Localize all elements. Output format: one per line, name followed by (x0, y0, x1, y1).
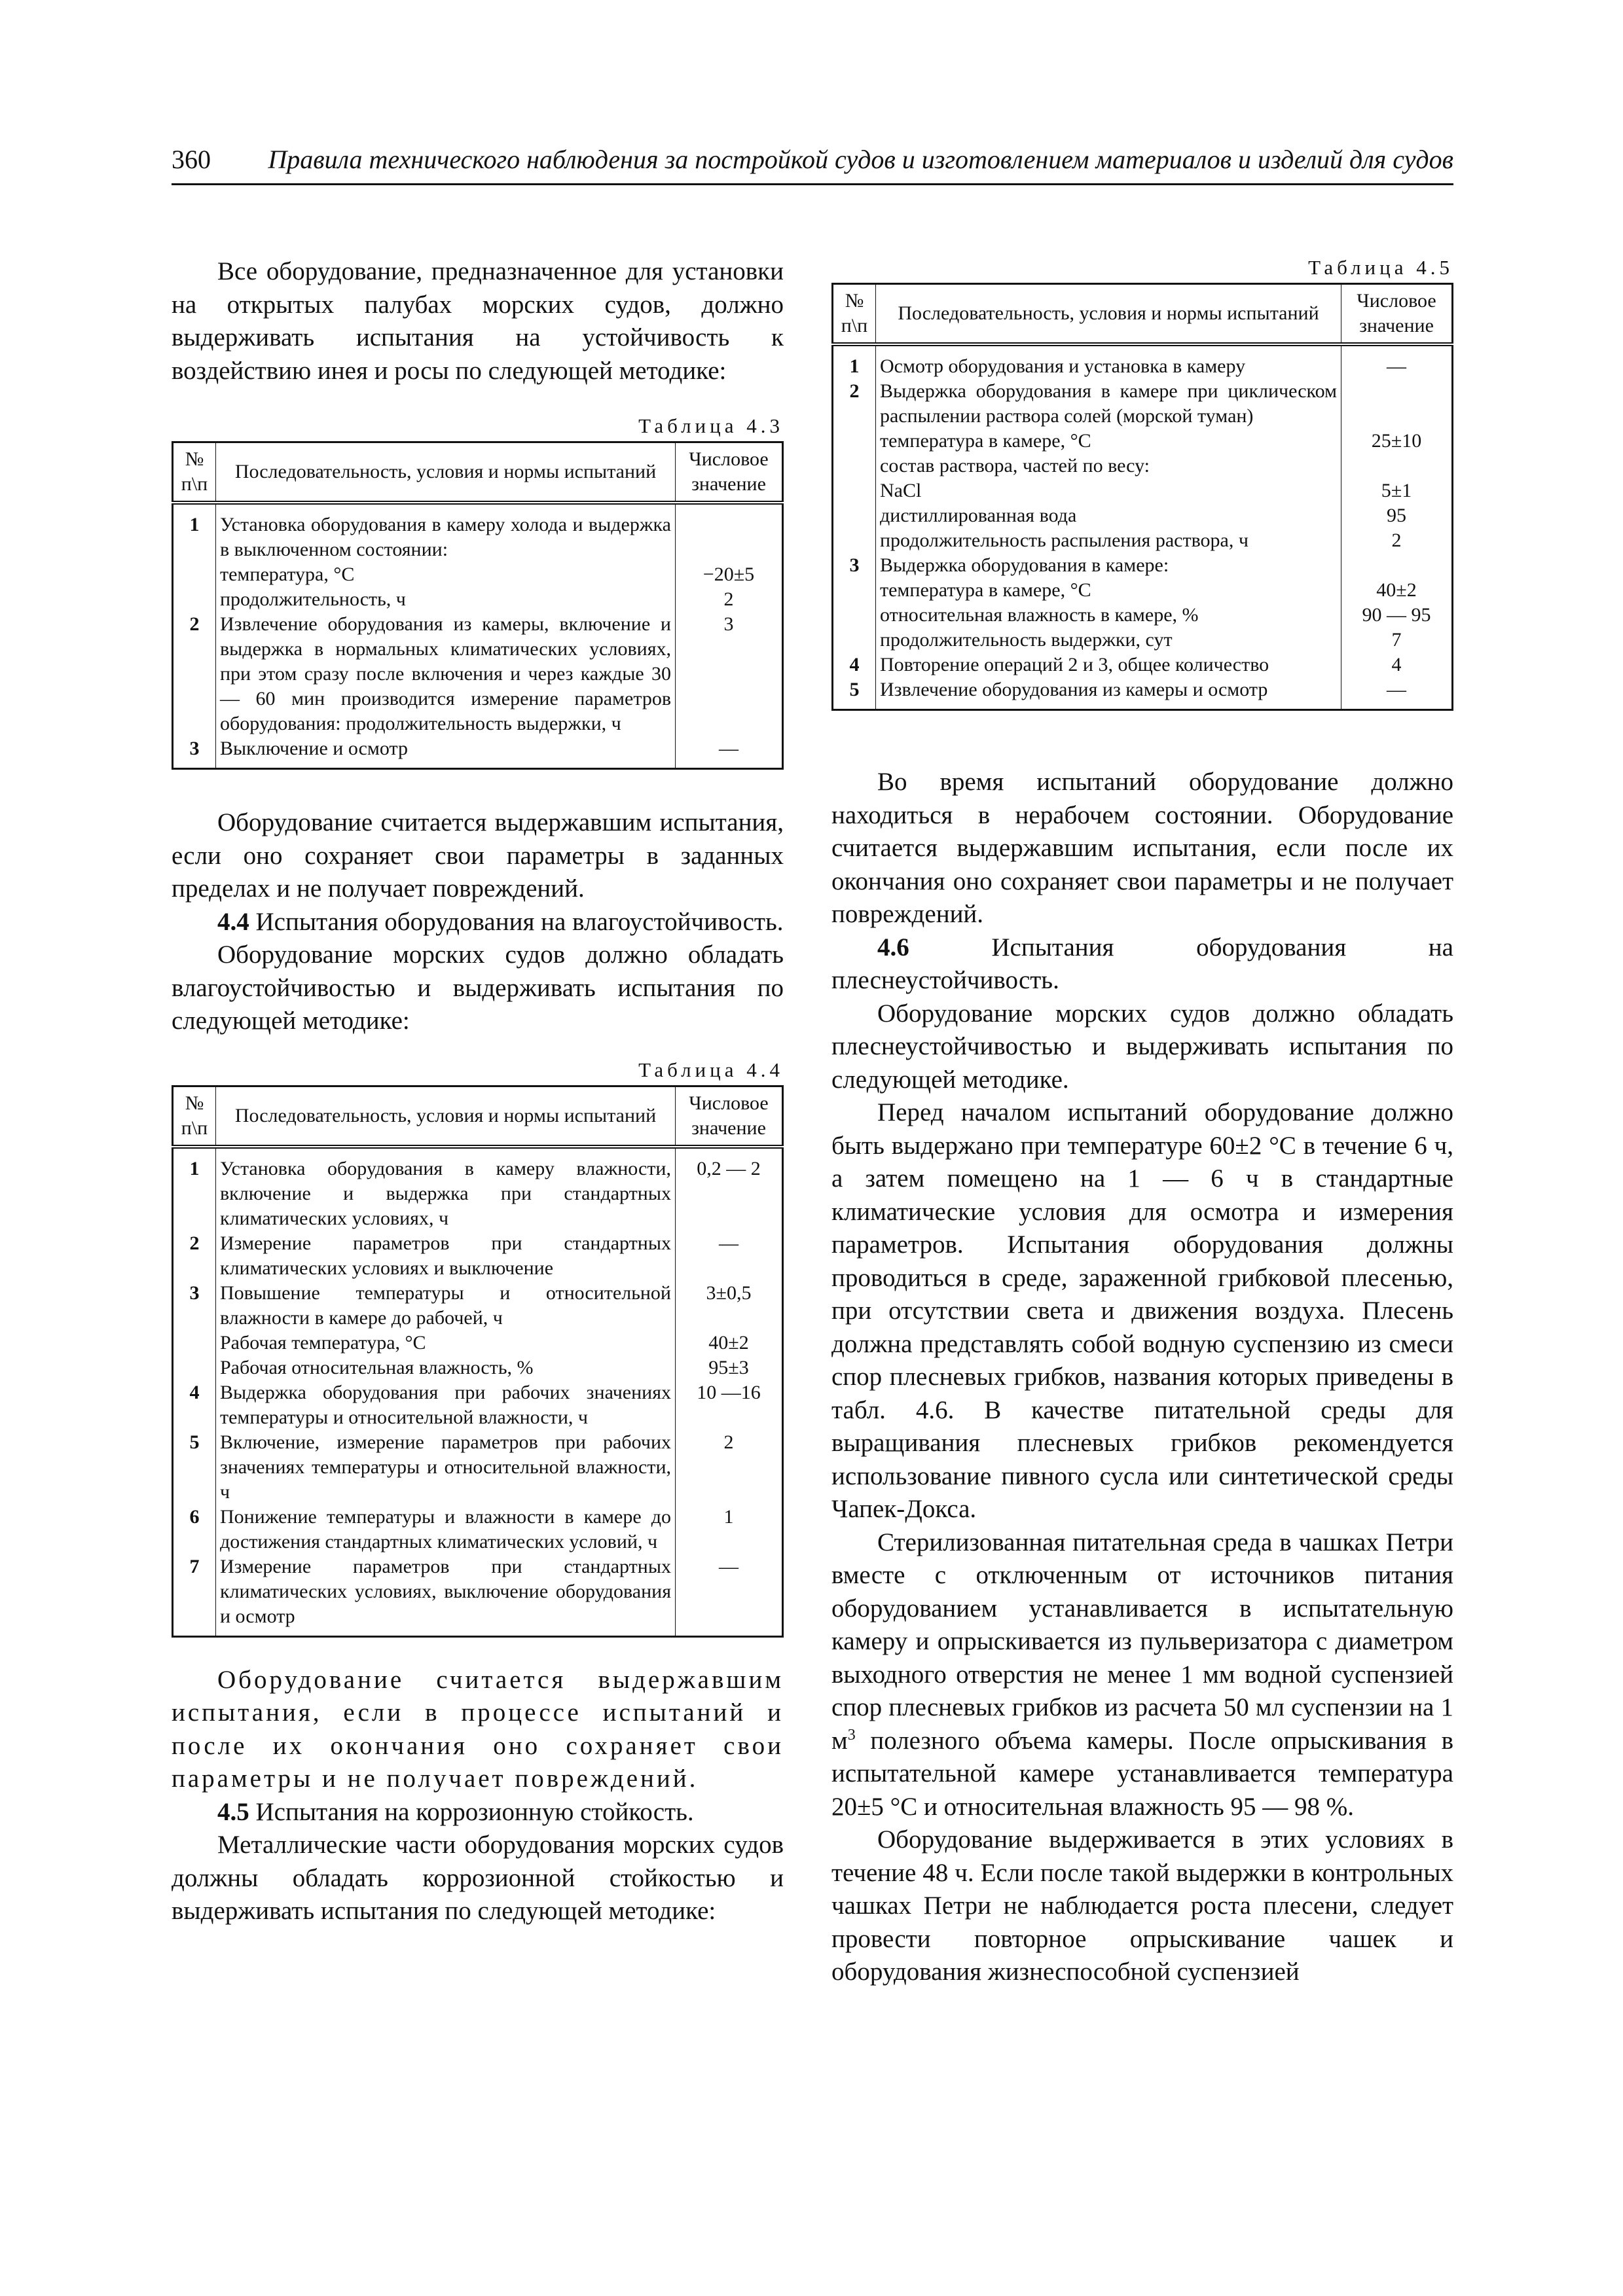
row-number: 2 (173, 1231, 216, 1281)
section-4-6-heading (831, 931, 1453, 997)
section-4-5-heading (172, 1796, 784, 1829)
table-4-4 (172, 1085, 784, 1638)
row-value: 2 (1341, 528, 1453, 553)
table-row (833, 478, 1453, 503)
col-header-num: № п\п (173, 442, 216, 503)
paragraph-r4 (831, 1526, 1453, 1824)
section-title: Испытания оборудования на плеснеустойчивость. (831, 933, 1453, 994)
row-value: 7 (1341, 628, 1453, 653)
row-description: Выключение и осмотр (216, 736, 676, 769)
table-4-3-caption: Таблица 4.3 (638, 414, 784, 437)
table-row (833, 454, 1453, 478)
row-value: 40±2 (1341, 578, 1453, 603)
table-row (833, 653, 1453, 677)
table-row (833, 628, 1453, 653)
row-description: Рабочая температура, °С (216, 1331, 676, 1355)
row-number: 4 (833, 653, 876, 677)
table-row (173, 1554, 783, 1637)
row-value: — (676, 1231, 783, 1281)
right-column (831, 255, 1453, 1989)
intro-paragraph: Все оборудование, предназначенное для установки на открытых палубах морских судов, должно выдерживать испытания на устойчивость к воздействию инея и росы по следующей методике: (172, 257, 784, 385)
row-number: 3 (833, 553, 876, 578)
text-part: Стерилизованная питательная среда в чашках Петри вместе с отключенным от источников питания оборудованием устанавливается в испытательную камеру и опрыскивается из пульверизатора с диаметром выходного отверстия не менее 1 мм водной суспензией спор плесневых грибков из расчета 50 мл суспензии на 1 м (831, 1528, 1453, 1755)
row-number (173, 587, 216, 612)
row-number (833, 429, 876, 454)
row-value: 90 — 95 (1341, 603, 1453, 628)
section-title: Испытания на коррозионную стойкость. (249, 1797, 694, 1826)
running-header (172, 141, 1453, 185)
row-number: 7 (173, 1554, 216, 1637)
row-number (833, 454, 876, 478)
row-description: NaCl (876, 478, 1341, 503)
section-title: Испытания оборудования на влагоустойчивость. (249, 907, 784, 936)
table-row (173, 612, 783, 736)
row-number: 4 (173, 1380, 216, 1430)
row-description: Извлечение оборудования из камеры и осмотр (876, 677, 1341, 710)
col-header-num: № п\п (833, 284, 876, 345)
row-description: Выдержка оборудования в камере: (876, 553, 1341, 578)
row-value (676, 503, 783, 562)
row-number: 1 (833, 344, 876, 379)
row-number: 5 (173, 1430, 216, 1505)
table-row (173, 736, 783, 769)
row-number: 6 (173, 1505, 216, 1554)
table-row (173, 1380, 783, 1430)
table-row (833, 603, 1453, 628)
col-header-num: № п\п (173, 1086, 216, 1147)
row-description: Выдержка оборудования в камере при циклическом распылении раствора солей (морской туман) (876, 379, 1341, 429)
section-number: 4.6 (877, 933, 909, 961)
row-value: 25±10 (1341, 429, 1453, 454)
row-description: Выдержка оборудования при рабочих значениях температуры и относительной влажности, ч (216, 1380, 676, 1430)
table-row (173, 562, 783, 587)
row-description: Установка оборудования в камеру влажности, включение и выдержка при стандартных климатических условиях, ч (216, 1147, 676, 1231)
text-part: полезного объема камеры. После опрыскивания в испытательной камере устанавливается температура 20±5 °С и относительная влажность 95 — 98 %. (831, 1726, 1453, 1821)
table-row (173, 1355, 783, 1380)
row-description: продолжительность, ч (216, 587, 676, 612)
table-row (173, 1231, 783, 1281)
page-number: 360 (172, 145, 211, 174)
row-description: Измерение параметров при стандартных климатических условиях и выключение (216, 1231, 676, 1281)
row-value: 10 —16 (676, 1380, 783, 1430)
paragraph-after-4-4: Оборудование считается выдержавшим испытания, если в процессе испытаний и после их окончания оно сохраняет свои параметры и не получает повреждений. (172, 1665, 784, 1793)
col-header-value: Числовое значение (676, 442, 783, 503)
row-description: Извлечение оборудования из камеры, включение и выдержка в нормальных климатических условиях, при этом сразу после включения и через каждые 30 — 60 мин производится измерение параметров оборудования: продолжительность выдержки, ч (216, 612, 676, 736)
row-number (833, 578, 876, 603)
col-header-value: Числовое значение (676, 1086, 783, 1147)
superscript: 3 (847, 1726, 856, 1744)
table-row (173, 1147, 783, 1231)
row-description: Повышение температуры и относительной влажности в камере до рабочей, ч (216, 1281, 676, 1331)
row-number (833, 628, 876, 653)
row-number (833, 603, 876, 628)
row-description: относительная влажность в камере, % (876, 603, 1341, 628)
table-row (833, 528, 1453, 553)
table-4-3 (172, 441, 784, 770)
table-row (173, 1281, 783, 1331)
table-row (833, 379, 1453, 429)
row-value: — (1341, 677, 1453, 710)
row-description: Повторение операций 2 и 3, общее количество (876, 653, 1341, 677)
row-description: дистиллированная вода (876, 503, 1341, 528)
table-row (173, 587, 783, 612)
row-value: 40±2 (676, 1331, 783, 1355)
row-description: Рабочая относительная влажность, % (216, 1355, 676, 1380)
row-value: 1 (676, 1505, 783, 1554)
paragraph-r3: Перед началом испытаний оборудование должно быть выдержано при температуре 60±2 °С в течение 6 ч, а затем помещено на 1 — 6 ч в стандартные климатические условия для осмотра и измерения параметров. Испытания оборудования должны проводиться в среде, зараженной грибковой плесенью, при отсутствии света и движения воздуха. Плесень должна представлять собой водную суспензию из смеси спор плесневых грибков, названия которых приведены в табл. 4.6. В качестве питательной среды для выращивания плесневых грибков рекомендуется использование пивного сусла или синтетической среды Чапек-Докса. (831, 1098, 1453, 1523)
section-number: 4.5 (217, 1797, 249, 1826)
row-number (173, 562, 216, 587)
running-title: Правила технического наблюдения за постройкой судов и изготовлением материалов и изделий для судов (268, 145, 1453, 174)
table-row (173, 1430, 783, 1505)
row-description: температура, °С (216, 562, 676, 587)
row-description: Измерение параметров при стандартных климатических условиях, выключение оборудования и осмотр (216, 1554, 676, 1637)
row-value: 5±1 (1341, 478, 1453, 503)
row-number (173, 1331, 216, 1355)
paragraph-4-4: Оборудование морских судов должно обладать влагоустойчивостью и выдерживать испытания по следующей методике: (172, 941, 784, 1035)
row-description: Осмотр оборудования и установка в камеру (876, 344, 1341, 379)
row-number (833, 478, 876, 503)
row-number (833, 528, 876, 553)
row-value: — (1341, 344, 1453, 379)
row-value (1341, 379, 1453, 429)
row-value: −20±5 (676, 562, 783, 587)
left-column (172, 255, 784, 1928)
row-value: 95±3 (676, 1355, 783, 1380)
section-4-4-heading (172, 906, 784, 939)
paragraph-r1: Во время испытаний оборудование должно находиться в нерабочем состоянии. Оборудование считается выдержавшим испытания, если после их окончания оно сохраняет свои параметры и не получает повреждений. (831, 768, 1453, 928)
row-number: 5 (833, 677, 876, 710)
table-row (833, 677, 1453, 710)
table-row (833, 553, 1453, 578)
table-row (833, 429, 1453, 454)
row-value (1341, 553, 1453, 578)
row-value: — (676, 736, 783, 769)
row-description: Установка оборудования в камеру холода и выдержка в выключенном состоянии: (216, 503, 676, 562)
row-value: 3 (676, 612, 783, 736)
table-row (833, 503, 1453, 528)
row-value: 3±0,5 (676, 1281, 783, 1331)
table-row (173, 503, 783, 562)
section-number: 4.4 (217, 907, 249, 936)
row-description: температура в камере, °С (876, 578, 1341, 603)
paragraph-r2: Оборудование морских судов должно обладать плеснеустойчивостью и выдерживать испытания по следующей методике. (831, 999, 1453, 1094)
table-row (833, 344, 1453, 379)
paragraph-r5: Оборудование выдерживается в этих условиях в течение 48 ч. Если после такой выдержки в контрольных чашках Петри не наблюдается роста плесени, следует провести повторное опрыскивание чашек и оборудования жизнеспособной суспензией (831, 1825, 1453, 1986)
row-value: 95 (1341, 503, 1453, 528)
col-header-desc: Последовательность, условия и нормы испытаний (216, 442, 676, 503)
row-description: Понижение температуры и влажности в камере до достижения стандартных климатических условий, ч (216, 1505, 676, 1554)
paragraph-after-4-3: Оборудование считается выдержавшим испытания, если оно сохраняет свои параметры в заданных пределах и не получает повреждений. (172, 808, 784, 903)
row-number (173, 1355, 216, 1380)
row-number: 1 (173, 503, 216, 562)
row-value: — (676, 1554, 783, 1637)
row-value: 2 (676, 1430, 783, 1505)
row-description: продолжительность распыления раствора, ч (876, 528, 1341, 553)
paragraph-4-5: Металлические части оборудования морских судов должны обладать коррозионной стойкостью и выдерживать испытания по следующей методике: (172, 1831, 784, 1925)
row-value (1341, 454, 1453, 478)
table-row (173, 1505, 783, 1554)
table-4-5-caption: Таблица 4.5 (1308, 256, 1453, 279)
row-number: 2 (833, 379, 876, 429)
table-row (173, 1331, 783, 1355)
col-header-value: Числовое значение (1341, 284, 1453, 345)
row-number: 3 (173, 1281, 216, 1331)
col-header-desc: Последовательность, условия и нормы испытаний (216, 1086, 676, 1147)
row-value: 2 (676, 587, 783, 612)
table-4-4-caption: Таблица 4.4 (638, 1058, 784, 1081)
row-number: 1 (173, 1147, 216, 1231)
row-value: 4 (1341, 653, 1453, 677)
row-number: 2 (173, 612, 216, 736)
row-description: продолжительность выдержки, сут (876, 628, 1341, 653)
row-description: состав раствора, частей по весу: (876, 454, 1341, 478)
row-description: температура в камере, °С (876, 429, 1341, 454)
table-4-5 (831, 283, 1453, 711)
row-number: 3 (173, 736, 216, 769)
col-header-desc: Последовательность, условия и нормы испытаний (876, 284, 1341, 345)
row-number (833, 503, 876, 528)
row-value: 0,2 — 2 (676, 1147, 783, 1231)
row-description: Включение, измерение параметров при рабочих значениях температуры и относительной влажности, ч (216, 1430, 676, 1505)
table-row (833, 578, 1453, 603)
